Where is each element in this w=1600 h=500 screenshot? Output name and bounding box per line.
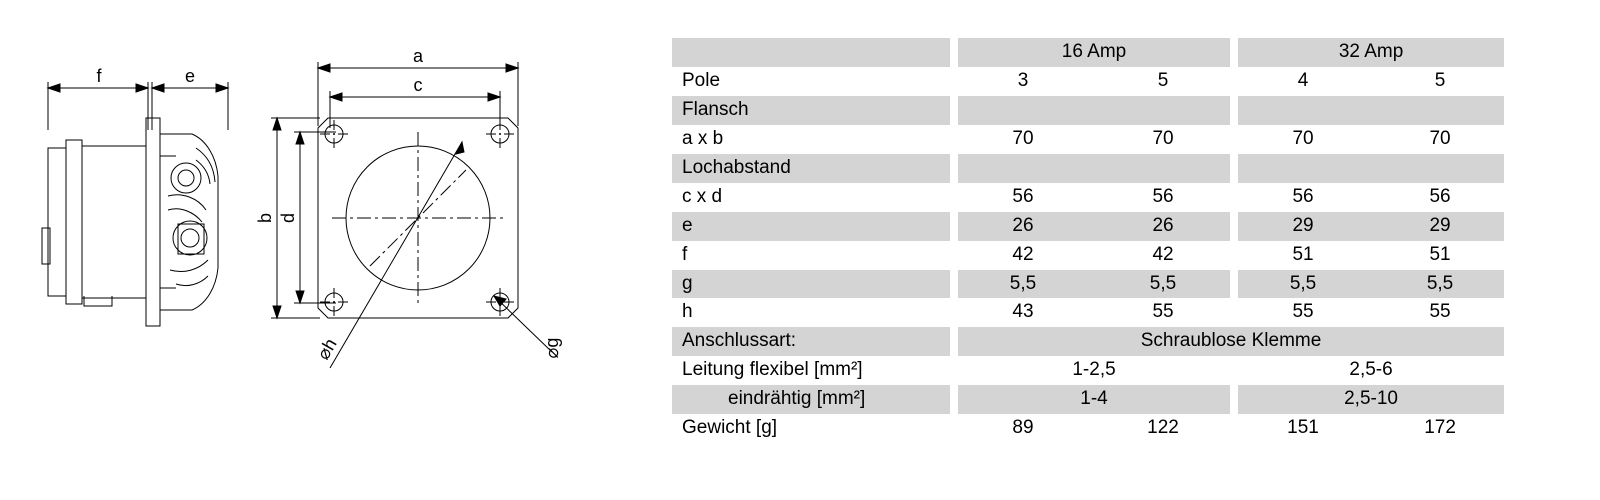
spec-table	[672, 38, 1504, 443]
dim-d-line	[294, 132, 336, 303]
dim-d-label: d	[278, 212, 298, 224]
row-value: 5	[1376, 67, 1504, 96]
row-value: 5,5	[1238, 270, 1368, 299]
row-value	[1376, 154, 1504, 183]
row-label: Anschlussart:	[672, 327, 950, 356]
dia-h-leader	[330, 142, 464, 368]
dim-e-label: e	[184, 66, 196, 86]
row-value: 2,5-10	[1238, 385, 1504, 414]
header-blank	[672, 38, 950, 67]
row-value	[1096, 154, 1230, 183]
row-value: 26	[1096, 212, 1230, 241]
row-value: 56	[958, 183, 1088, 212]
row-value: 5	[1096, 67, 1230, 96]
row-label: Flansch	[672, 96, 950, 125]
row-value: 26	[958, 212, 1088, 241]
dim-c-label: c	[413, 75, 423, 95]
dim-f-label: f	[96, 66, 102, 86]
table-row	[672, 241, 1504, 270]
row-value: 4	[1238, 67, 1368, 96]
dim-a-label: a	[412, 46, 424, 66]
row-label: e	[672, 212, 950, 241]
row-value: 2,5-6	[1238, 356, 1504, 385]
drawing-svg	[0, 0, 660, 500]
header-16amp: 16 Amp	[958, 38, 1230, 67]
row-value: 51	[1376, 241, 1504, 270]
row-value: 55	[1376, 298, 1504, 327]
row-value: 55	[1238, 298, 1368, 327]
row-value: 3	[958, 67, 1088, 96]
row-value: 5,5	[1096, 270, 1230, 299]
row-label: Lochabstand	[672, 154, 950, 183]
table-row	[672, 96, 1504, 125]
dim-c-line	[330, 91, 500, 128]
row-value: 55	[1096, 298, 1230, 327]
row-value: 42	[958, 241, 1088, 270]
table-row	[672, 154, 1504, 183]
table-header-row	[672, 38, 1504, 67]
row-value: 172	[1376, 414, 1504, 443]
row-value: 42	[1096, 241, 1230, 270]
dia-g-label: ⌀g	[542, 337, 562, 359]
spacer	[1230, 38, 1238, 67]
row-value	[1096, 96, 1230, 125]
row-value	[1376, 96, 1504, 125]
row-value: 5,5	[958, 270, 1088, 299]
spacer	[950, 38, 958, 67]
row-label: Leitung flexibel [mm²]	[672, 356, 950, 385]
row-label: c x d	[672, 183, 950, 212]
table-row	[672, 385, 1504, 414]
row-value	[1238, 96, 1368, 125]
table-row	[672, 125, 1504, 154]
row-value: 51	[1238, 241, 1368, 270]
row-value: 56	[1376, 183, 1504, 212]
table-row	[672, 298, 1504, 327]
dia-h-label: ⌀h	[312, 334, 341, 364]
row-value: 151	[1238, 414, 1368, 443]
row-value: 70	[1238, 125, 1368, 154]
row-label: f	[672, 241, 950, 270]
dim-e-line	[152, 82, 228, 130]
row-label: h	[672, 298, 950, 327]
dim-b-label: b	[255, 212, 275, 224]
row-value	[958, 96, 1088, 125]
table-row	[672, 67, 1504, 96]
header-32amp: 32 Amp	[1238, 38, 1504, 67]
row-value: Schraublose Klemme	[958, 327, 1504, 356]
row-value: 29	[1376, 212, 1504, 241]
row-value: 70	[1376, 125, 1504, 154]
row-value: 70	[1096, 125, 1230, 154]
row-value: 56	[1238, 183, 1368, 212]
table-row	[672, 327, 1504, 356]
row-label: Gewicht [g]	[672, 414, 950, 443]
row-value	[1238, 154, 1368, 183]
table-row	[672, 270, 1504, 299]
row-label: g	[672, 270, 950, 299]
row-label: Pole	[672, 67, 950, 96]
spec-table-wrapper	[672, 38, 1512, 443]
row-value: 5,5	[1376, 270, 1504, 299]
row-label: a x b	[672, 125, 950, 154]
row-value: 89	[958, 414, 1088, 443]
dim-f-line	[48, 82, 148, 130]
table-row	[672, 212, 1504, 241]
technical-drawing	[0, 0, 660, 500]
row-value: 29	[1238, 212, 1368, 241]
row-label: eindrähtig [mm²]	[672, 385, 950, 414]
table-row	[672, 356, 1504, 385]
row-value: 1-2,5	[958, 356, 1230, 385]
row-value: 70	[958, 125, 1088, 154]
row-value	[958, 154, 1088, 183]
row-value: 122	[1096, 414, 1230, 443]
row-value: 56	[1096, 183, 1230, 212]
table-row	[672, 414, 1504, 443]
row-value: 43	[958, 298, 1088, 327]
table-row	[672, 183, 1504, 212]
side-view-body	[42, 118, 218, 326]
row-value: 1-4	[958, 385, 1230, 414]
